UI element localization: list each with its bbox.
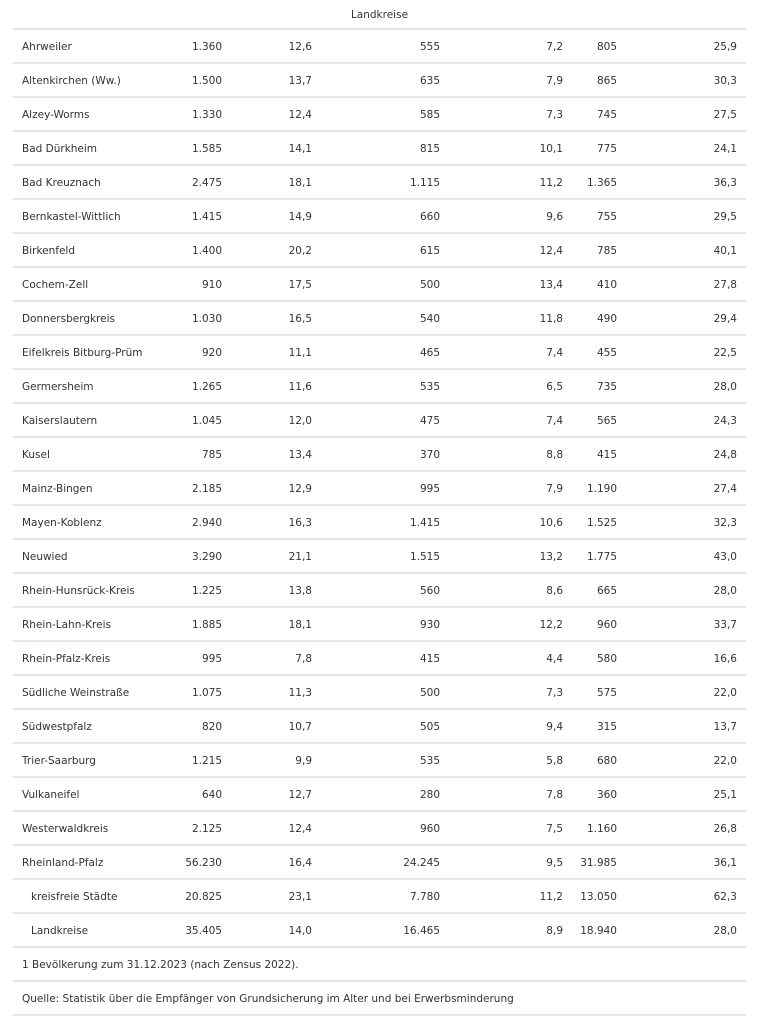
value-col-5: 13.050 xyxy=(580,891,617,903)
value-col-6: 26,8 xyxy=(713,823,737,835)
value-col-4: 8,6 xyxy=(546,585,563,597)
value-col-2: 23,1 xyxy=(288,891,312,903)
district-name: Südwestpfalz xyxy=(22,721,92,733)
value-col-1: 640 xyxy=(201,789,222,801)
value-col-5: 360 xyxy=(596,789,617,801)
value-col-1: 2.940 xyxy=(191,517,222,529)
value-col-4: 9,5 xyxy=(546,857,563,869)
district-name: Vulkaneifel xyxy=(22,789,80,801)
value-col-3: 7.780 xyxy=(409,891,440,903)
table-row xyxy=(13,268,746,302)
value-col-2: 16,3 xyxy=(288,517,312,529)
district-name: Ahrweiler xyxy=(22,41,72,53)
district-name: Bad Dürkheim xyxy=(22,143,98,155)
value-col-4: 4,4 xyxy=(546,653,563,665)
value-col-4: 10,6 xyxy=(539,517,563,529)
value-col-2: 11,6 xyxy=(288,381,312,393)
value-col-5: 1.190 xyxy=(586,483,617,495)
source-note: Quelle: Statistik über die Empfänger von Grundsicherung im Alter und bei Erwerbsminderung xyxy=(13,982,746,1016)
value-col-6: 16,6 xyxy=(713,653,737,665)
value-col-2: 12,0 xyxy=(288,415,312,427)
value-col-1: 56.230 xyxy=(185,857,222,869)
value-col-4: 7,9 xyxy=(546,75,563,87)
value-col-2: 12,7 xyxy=(288,789,312,801)
value-col-6: 36,1 xyxy=(713,857,737,869)
value-col-1: 1.045 xyxy=(191,415,222,427)
value-col-5: 785 xyxy=(596,245,617,257)
footnote: 1 Bevölkerung zum 31.12.2023 (nach Zensus 2022). xyxy=(13,948,746,982)
value-col-5: 805 xyxy=(596,41,617,53)
value-col-5: 775 xyxy=(596,143,617,155)
value-col-3: 16.465 xyxy=(403,925,440,937)
value-col-4: 12,4 xyxy=(539,245,563,257)
table-row xyxy=(13,914,746,948)
value-col-2: 9,9 xyxy=(295,755,312,767)
value-col-6: 28,0 xyxy=(713,585,737,597)
value-col-5: 410 xyxy=(596,279,617,291)
value-col-4: 9,6 xyxy=(546,211,563,223)
value-col-5: 580 xyxy=(596,653,617,665)
value-col-3: 1.115 xyxy=(409,177,440,189)
value-col-5: 1.775 xyxy=(586,551,617,563)
value-col-6: 62,3 xyxy=(713,891,737,903)
value-col-2: 13,8 xyxy=(288,585,312,597)
table-row xyxy=(13,710,746,744)
table-row xyxy=(13,778,746,812)
table-row xyxy=(13,404,746,438)
value-col-2: 16,5 xyxy=(288,313,312,325)
value-col-3: 475 xyxy=(419,415,440,427)
district-name: Trier-Saarburg xyxy=(22,755,96,767)
table-row xyxy=(13,64,746,98)
value-col-4: 5,8 xyxy=(546,755,563,767)
value-col-5: 1.160 xyxy=(586,823,617,835)
value-col-2: 12,6 xyxy=(288,41,312,53)
value-col-4: 7,8 xyxy=(546,789,563,801)
table-row xyxy=(13,98,746,132)
value-col-6: 29,4 xyxy=(713,313,737,325)
value-col-1: 3.290 xyxy=(191,551,222,563)
value-col-1: 2.125 xyxy=(191,823,222,835)
value-col-4: 7,3 xyxy=(546,687,563,699)
value-col-5: 1.365 xyxy=(586,177,617,189)
value-col-6: 25,1 xyxy=(713,789,737,801)
value-col-5: 575 xyxy=(596,687,617,699)
value-col-1: 1.330 xyxy=(191,109,222,121)
value-col-5: 315 xyxy=(596,721,617,733)
statistics-table xyxy=(13,0,746,1016)
table-row xyxy=(13,880,746,914)
value-col-6: 33,7 xyxy=(713,619,737,631)
value-col-2: 12,4 xyxy=(288,823,312,835)
value-col-1: 910 xyxy=(201,279,222,291)
district-name: Rheinland-Pfalz xyxy=(22,857,104,869)
value-col-3: 815 xyxy=(419,143,440,155)
value-col-2: 16,4 xyxy=(288,857,312,869)
value-col-3: 500 xyxy=(419,687,440,699)
value-col-4: 11,2 xyxy=(539,177,563,189)
table-row xyxy=(13,676,746,710)
value-col-1: 820 xyxy=(201,721,222,733)
value-col-1: 35.405 xyxy=(185,925,222,937)
value-col-6: 28,0 xyxy=(713,925,737,937)
value-col-5: 565 xyxy=(596,415,617,427)
district-name: Südliche Weinstraße xyxy=(22,687,130,699)
value-col-3: 635 xyxy=(419,75,440,87)
value-col-3: 465 xyxy=(419,347,440,359)
district-name: Donnersbergkreis xyxy=(22,313,116,325)
value-col-4: 7,4 xyxy=(546,415,563,427)
table-row xyxy=(13,540,746,574)
value-col-5: 960 xyxy=(596,619,617,631)
table-row xyxy=(13,812,746,846)
value-col-5: 745 xyxy=(596,109,617,121)
value-col-4: 13,2 xyxy=(539,551,563,563)
value-col-1: 1.225 xyxy=(191,585,222,597)
value-col-4: 6,5 xyxy=(546,381,563,393)
value-col-3: 560 xyxy=(419,585,440,597)
district-name: Alzey-Worms xyxy=(22,109,90,121)
district-name: Mainz-Bingen xyxy=(22,483,93,495)
value-col-2: 14,1 xyxy=(288,143,312,155)
value-col-6: 27,4 xyxy=(713,483,737,495)
value-col-1: 20.825 xyxy=(185,891,222,903)
table-row xyxy=(13,234,746,268)
table-row xyxy=(13,438,746,472)
value-col-3: 24.245 xyxy=(403,857,440,869)
value-col-1: 1.360 xyxy=(191,41,222,53)
value-col-4: 13,4 xyxy=(539,279,563,291)
value-col-5: 490 xyxy=(596,313,617,325)
table-row xyxy=(13,744,746,778)
value-col-3: 505 xyxy=(419,721,440,733)
value-col-2: 11,3 xyxy=(288,687,312,699)
table-row xyxy=(13,132,746,166)
table-row xyxy=(13,302,746,336)
district-name: Bad Kreuznach xyxy=(22,177,101,189)
value-col-6: 25,9 xyxy=(713,41,737,53)
value-col-6: 32,3 xyxy=(713,517,737,529)
value-col-6: 36,3 xyxy=(713,177,737,189)
value-col-3: 960 xyxy=(419,823,440,835)
value-col-5: 735 xyxy=(596,381,617,393)
district-name: Neuwied xyxy=(22,551,68,563)
value-col-2: 10,7 xyxy=(288,721,312,733)
value-col-1: 995 xyxy=(201,653,222,665)
value-col-2: 20,2 xyxy=(288,245,312,257)
value-col-3: 995 xyxy=(419,483,440,495)
value-col-6: 40,1 xyxy=(713,245,737,257)
district-name: Kaiserslautern xyxy=(22,415,98,427)
table-row xyxy=(13,574,746,608)
value-col-2: 12,4 xyxy=(288,109,312,121)
value-col-6: 24,3 xyxy=(713,415,737,427)
value-col-1: 920 xyxy=(201,347,222,359)
district-name: Westerwaldkreis xyxy=(22,823,109,835)
value-col-3: 535 xyxy=(419,381,440,393)
value-col-3: 615 xyxy=(419,245,440,257)
value-col-6: 22,0 xyxy=(713,755,737,767)
value-col-6: 13,7 xyxy=(713,721,737,733)
value-col-2: 18,1 xyxy=(288,177,312,189)
value-col-1: 1.400 xyxy=(191,245,222,257)
value-col-2: 12,9 xyxy=(288,483,312,495)
value-col-1: 1.585 xyxy=(191,143,222,155)
value-col-4: 8,9 xyxy=(546,925,563,937)
district-name: Eifelkreis Bitburg-Prüm xyxy=(22,347,143,359)
value-col-1: 1.265 xyxy=(191,381,222,393)
value-col-6: 29,5 xyxy=(713,211,737,223)
value-col-5: 865 xyxy=(596,75,617,87)
value-col-5: 18.940 xyxy=(580,925,617,937)
value-col-4: 12,2 xyxy=(539,619,563,631)
value-col-1: 785 xyxy=(201,449,222,461)
district-name: Kusel xyxy=(22,449,50,461)
value-col-1: 1.215 xyxy=(191,755,222,767)
value-col-4: 7,5 xyxy=(546,823,563,835)
value-col-1: 1.885 xyxy=(191,619,222,631)
district-name: Landkreise xyxy=(31,925,89,937)
value-col-5: 680 xyxy=(596,755,617,767)
value-col-6: 28,0 xyxy=(713,381,737,393)
district-name: Bernkastel-Wittlich xyxy=(22,211,121,223)
value-col-3: 370 xyxy=(419,449,440,461)
value-col-6: 22,0 xyxy=(713,687,737,699)
table-row xyxy=(13,370,746,404)
value-col-3: 1.515 xyxy=(409,551,440,563)
value-col-5: 31.985 xyxy=(580,857,617,869)
district-name: Rhein-Pfalz-Kreis xyxy=(22,653,111,665)
value-col-3: 1.415 xyxy=(409,517,440,529)
value-col-4: 7,4 xyxy=(546,347,563,359)
table-row xyxy=(13,30,746,64)
section-heading: Landkreise xyxy=(13,0,746,30)
district-name: Mayen-Koblenz xyxy=(22,517,102,529)
value-col-3: 500 xyxy=(419,279,440,291)
value-col-1: 1.415 xyxy=(191,211,222,223)
value-col-2: 7,8 xyxy=(295,653,312,665)
value-col-4: 11,8 xyxy=(539,313,563,325)
value-col-4: 8,8 xyxy=(546,449,563,461)
district-name: kreisfreie Städte xyxy=(31,891,118,903)
value-col-6: 27,8 xyxy=(713,279,737,291)
value-col-3: 585 xyxy=(419,109,440,121)
value-col-5: 755 xyxy=(596,211,617,223)
district-name: Rhein-Hunsrück-Kreis xyxy=(22,585,135,597)
value-col-2: 14,0 xyxy=(288,925,312,937)
value-col-2: 21,1 xyxy=(288,551,312,563)
value-col-2: 14,9 xyxy=(288,211,312,223)
value-col-3: 540 xyxy=(419,313,440,325)
value-col-5: 1.525 xyxy=(586,517,617,529)
value-col-1: 1.030 xyxy=(191,313,222,325)
value-col-3: 280 xyxy=(419,789,440,801)
table-row xyxy=(13,200,746,234)
value-col-6: 22,5 xyxy=(713,347,737,359)
value-col-6: 30,3 xyxy=(713,75,737,87)
value-col-4: 9,4 xyxy=(546,721,563,733)
value-col-6: 24,1 xyxy=(713,143,737,155)
value-col-6: 27,5 xyxy=(713,109,737,121)
value-col-5: 455 xyxy=(596,347,617,359)
district-name: Cochem-Zell xyxy=(22,279,89,291)
district-name: Birkenfeld xyxy=(22,245,75,257)
value-col-6: 24,8 xyxy=(713,449,737,461)
value-col-5: 415 xyxy=(596,449,617,461)
value-col-6: 43,0 xyxy=(713,551,737,563)
value-col-3: 555 xyxy=(419,41,440,53)
value-col-3: 930 xyxy=(419,619,440,631)
value-col-1: 1.500 xyxy=(191,75,222,87)
district-name: Altenkirchen (Ww.) xyxy=(22,75,121,87)
table-row xyxy=(13,846,746,880)
table-row xyxy=(13,472,746,506)
value-col-2: 13,7 xyxy=(288,75,312,87)
value-col-4: 7,3 xyxy=(546,109,563,121)
table-row xyxy=(13,166,746,200)
table-row xyxy=(13,642,746,676)
table-body xyxy=(13,30,746,948)
table-row xyxy=(13,336,746,370)
value-col-4: 10,1 xyxy=(539,143,563,155)
district-name: Germersheim xyxy=(22,381,94,393)
value-col-2: 13,4 xyxy=(288,449,312,461)
district-name: Rhein-Lahn-Kreis xyxy=(22,619,111,631)
value-col-2: 18,1 xyxy=(288,619,312,631)
value-col-1: 2.475 xyxy=(191,177,222,189)
value-col-5: 665 xyxy=(596,585,617,597)
value-col-4: 7,2 xyxy=(546,41,563,53)
value-col-2: 17,5 xyxy=(288,279,312,291)
value-col-4: 11,2 xyxy=(539,891,563,903)
value-col-1: 1.075 xyxy=(191,687,222,699)
value-col-3: 660 xyxy=(419,211,440,223)
value-col-4: 7,9 xyxy=(546,483,563,495)
value-col-3: 535 xyxy=(419,755,440,767)
table-row xyxy=(13,506,746,540)
table-row xyxy=(13,608,746,642)
value-col-1: 2.185 xyxy=(191,483,222,495)
value-col-2: 11,1 xyxy=(288,347,312,359)
value-col-3: 415 xyxy=(419,653,440,665)
